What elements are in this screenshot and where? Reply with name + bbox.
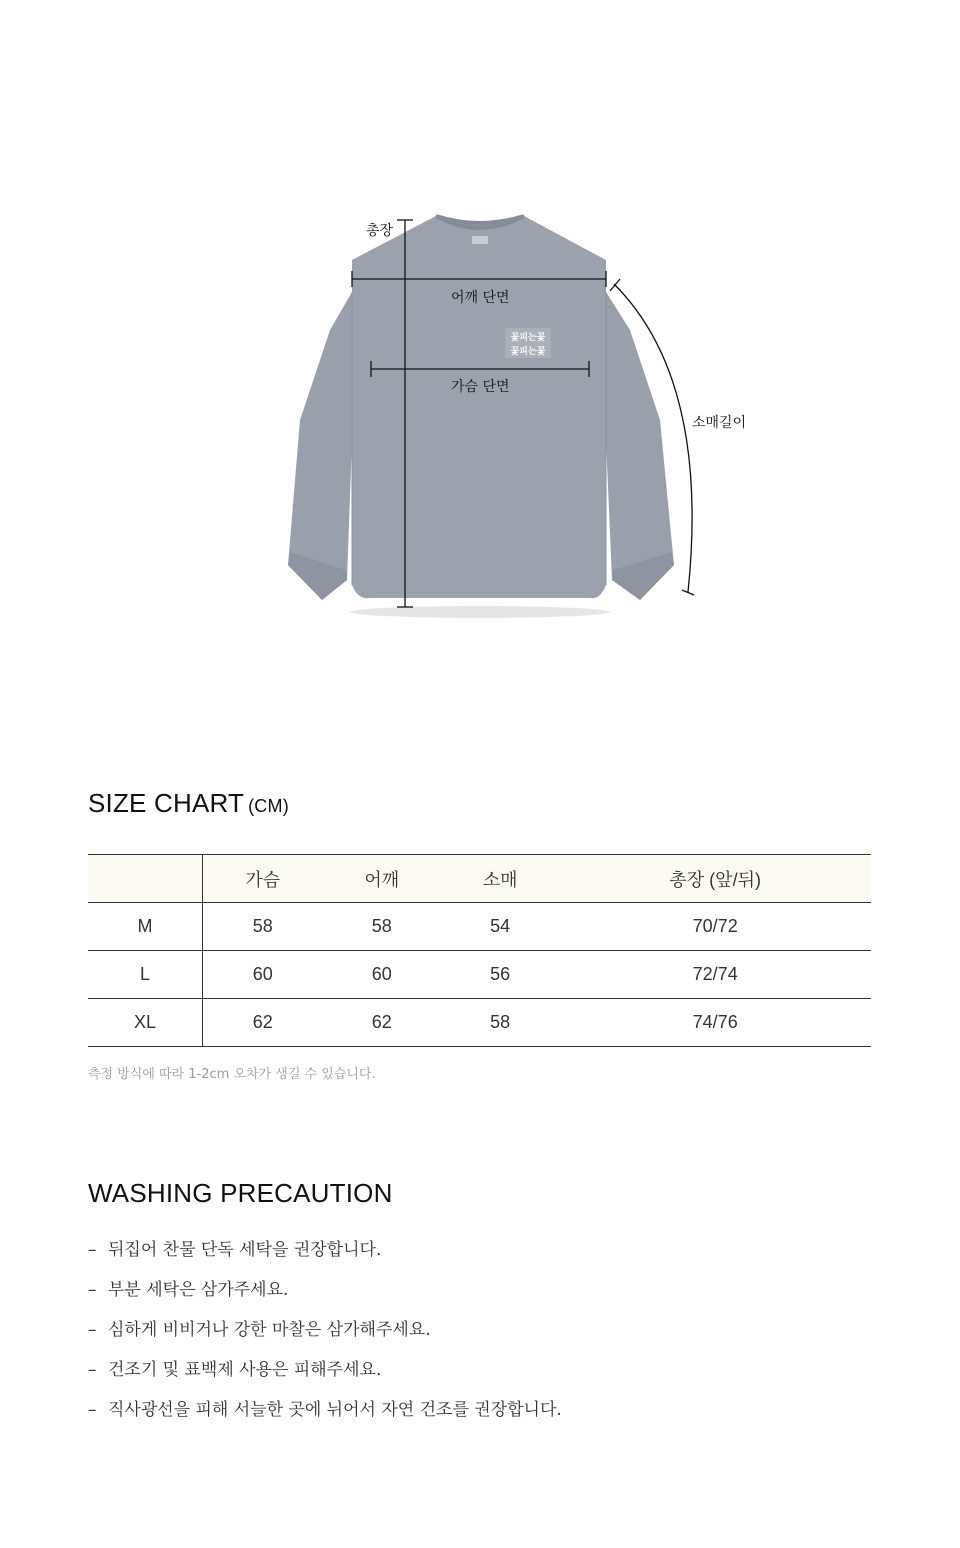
list-item	[88, 1396, 562, 1436]
list-dash: –	[88, 1360, 97, 1380]
table-row	[88, 903, 871, 951]
list-item	[88, 1316, 562, 1356]
cell-size: L	[88, 951, 203, 999]
header-chest: 가슴	[203, 855, 323, 903]
list-dash: –	[88, 1320, 97, 1340]
list-dash: –	[88, 1400, 97, 1420]
label-total-length: 총장	[366, 223, 394, 239]
cell-chest: 60	[203, 951, 323, 999]
header-shoulder: 어깨	[323, 855, 441, 903]
header-sleeve: 소매	[441, 855, 559, 903]
washing-list	[88, 1236, 562, 1436]
measurement-diagram	[0, 0, 960, 700]
list-dash: –	[88, 1280, 97, 1300]
cell-chest: 62	[203, 999, 323, 1047]
list-item-text: 부분 세탁은 삼가주세요.	[108, 1280, 289, 1300]
cell-shoulder: 62	[323, 999, 441, 1047]
table-row	[88, 999, 871, 1047]
header-length: 총장 (앞/뒤)	[559, 855, 871, 903]
list-dash: –	[88, 1240, 97, 1260]
list-item	[88, 1356, 562, 1396]
label-sleeve-length: 소매길이	[692, 415, 747, 431]
cell-size: XL	[88, 999, 203, 1047]
header-size	[88, 855, 203, 903]
washing-title: WASHING PRECAUTION	[88, 1178, 393, 1208]
list-item-text: 뒤집어 찬물 단독 세탁을 권장합니다.	[108, 1240, 382, 1260]
size-chart-title-text: SIZE CHART	[88, 788, 245, 818]
size-chart-unit: (CM)	[248, 796, 289, 816]
list-item-text: 직사광선을 피해 서늘한 곳에 뉘어서 자연 건조를 권장합니다.	[108, 1400, 562, 1420]
cell-sleeve: 54	[441, 903, 559, 951]
svg-text:꽃피는꽃: 꽃피는꽃	[510, 347, 546, 357]
list-item	[88, 1236, 562, 1276]
cell-size: M	[88, 903, 203, 951]
cell-length: 74/76	[559, 999, 871, 1047]
list-item-text: 건조기 및 표백제 사용은 피해주세요.	[108, 1360, 382, 1380]
cell-chest: 58	[203, 903, 323, 951]
table-row	[88, 951, 871, 999]
cell-length: 70/72	[559, 903, 871, 951]
label-chest-width: 가슴 단면	[451, 379, 510, 395]
chest-print	[505, 328, 551, 358]
cell-length: 72/74	[559, 951, 871, 999]
list-item	[88, 1276, 562, 1316]
tshirt-illustration	[0, 0, 960, 700]
cell-shoulder: 58	[323, 903, 441, 951]
cell-sleeve: 58	[441, 999, 559, 1047]
label-shoulder-width: 어깨 단면	[451, 290, 510, 306]
list-item-text: 심하게 비비거나 강한 마찰은 삼가해주세요.	[108, 1320, 431, 1340]
size-table	[88, 854, 871, 1047]
cell-shoulder: 60	[323, 951, 441, 999]
size-chart-title	[88, 788, 289, 819]
measurement-note: 측정 방식에 따라 1-2cm 오차가 생길 수 있습니다.	[88, 1067, 376, 1082]
svg-text:꽃피는꽃: 꽃피는꽃	[510, 333, 546, 343]
cell-sleeve: 56	[441, 951, 559, 999]
size-table-header	[88, 855, 871, 903]
